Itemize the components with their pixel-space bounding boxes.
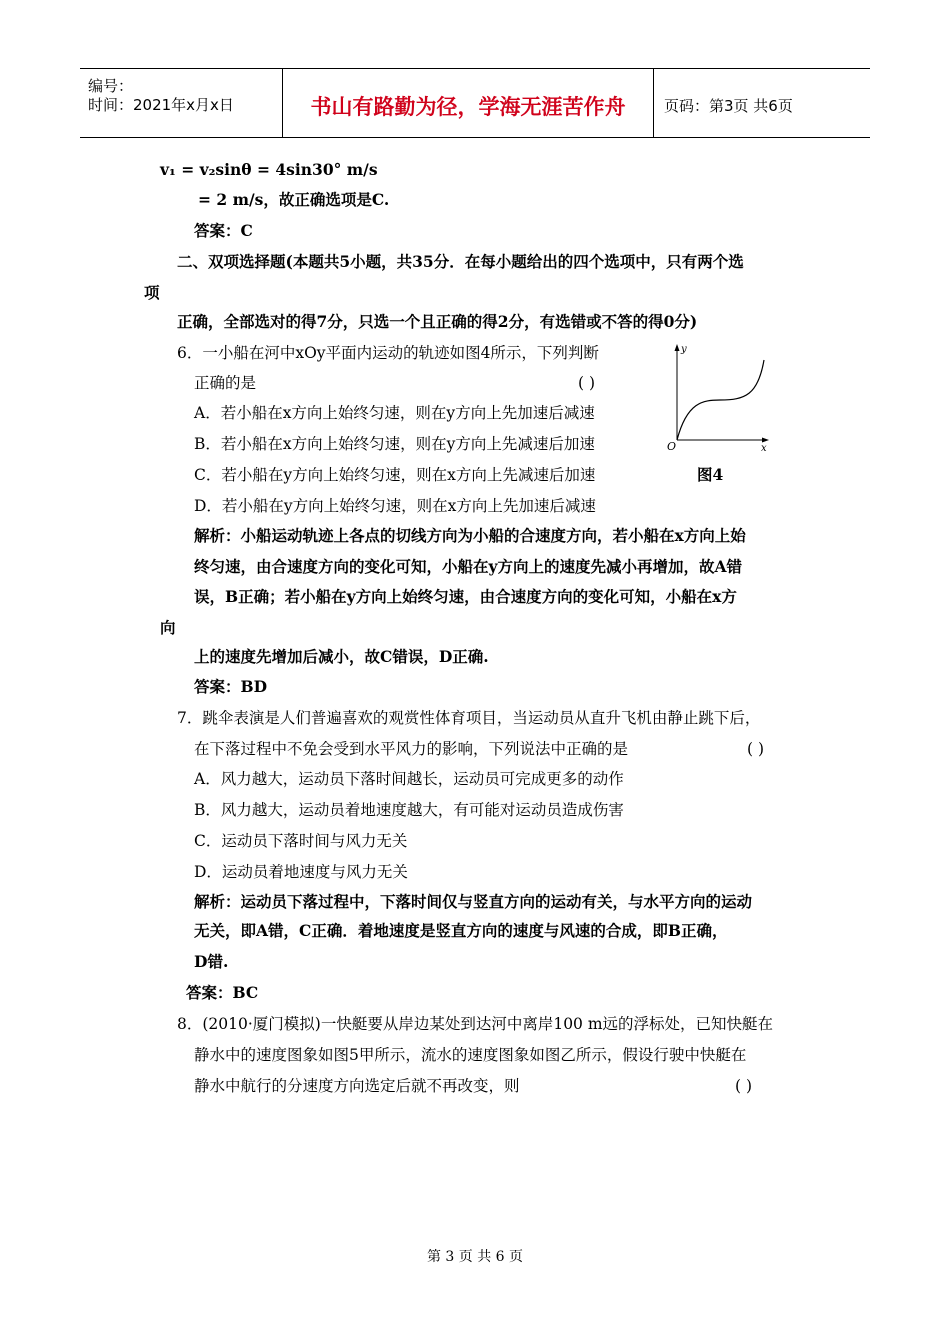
section-title-wrap: 项 [144,283,160,302]
page-footer: 第 3 页 共 6 页 [426,1249,524,1265]
header-motto-cell [283,69,654,137]
x-axis-label: x [761,443,767,454]
q6-explanation-3: 误，B正确；若小船在y方向上始终匀速，由合速度方向的变化可知，小船在x方 [194,587,737,606]
number-label: 编号： [88,77,134,95]
q7-option-d: D．运动员着地速度与风力无关 [194,863,408,881]
section-title: 二、双项选择题(本题共5小题，共35分．在每小题给出的四个选项中，只有两个选 [177,252,744,271]
motto-text: 书山有路勤为径，学海无涯苦作舟 [310,95,626,119]
q7-option-b: B．风力越大，运动员着地速度越大，有可能对运动员造成伤害 [194,801,624,819]
q7-option-c: C．运动员下落时间与风力无关 [194,832,408,850]
y-axis-arrow [675,344,680,351]
figure-4 [665,340,775,455]
page-header [80,68,870,138]
q6-option-b: B．若小船在x方向上始终匀速，则在y方向上先减速后加速 [194,435,595,453]
q6-explanation-4: 上的速度先增加后减小，故C错误，D正确. [194,647,489,666]
question-7-cont: 在下落过程中不免会受到水平风力的影响，下列说法中正确的是 [194,740,629,758]
header-info-cell [80,69,283,137]
question-7-bracket: ( ) [747,740,765,758]
answer-6: 答案：BD [194,677,268,696]
answer-7: 答案：BC [186,983,259,1002]
q7-option-a: A．风力越大，运动员下落时间越长，运动员可完成更多的动作 [194,770,624,788]
date-label: 时间：2021年x月x日 [88,96,234,114]
page-label: 页码：第3页 共6页 [664,97,793,115]
header-page-cell [654,69,870,137]
boat-trajectory-curve [677,360,764,440]
question-6: 6．一小船在河中xOy平面内运动的轨迹如图4所示，下列判断 [177,344,599,362]
q6-option-d: D．若小船在y方向上始终匀速，则在x方向上先加速后减速 [194,497,596,515]
q6-explanation-wrap: 向 [160,618,176,637]
q6-option-c: C．若小船在y方向上始终匀速，则在x方向上先减速后加速 [194,466,596,484]
figure-4-caption: 图4 [697,465,724,484]
x-axis-arrow [762,438,769,443]
question-8: 8．(2010·厦门模拟)一快艇要从岸边某处到达河中离岸100 m远的浮标处，已知快艇在 [177,1015,774,1033]
q7-explanation-2: 无关，即A错，C正确．着地速度是竖直方向的速度与风速的合成，即B正确， [194,921,728,940]
question-8-bracket: ( ) [735,1077,753,1095]
q6-explanation-2: 终匀速，由合速度方向的变化可知，小船在y方向上的速度先减小再增加，故A错 [194,557,743,576]
section-scoring: 正确，全部选对的得7分，只选一个且正确的得2分，有选错或不答的得0分) [177,312,698,331]
answer-5: 答案：C [194,221,253,240]
formula-line-2: = 2 m/s，故正确选项是C. [198,190,390,209]
question-8-cont-2: 静水中航行的分速度方向选定后就不再改变，则 [194,1077,520,1095]
origin-label: O [667,440,677,453]
trajectory-diagram [665,340,775,455]
question-7: 7．跳伞表演是人们普遍喜欢的观赏性体育项目，当运动员从直升飞机由静止跳下后， [177,709,761,727]
formula-line-1: v₁ = v₂sinθ = 4sin30° m/s [160,160,378,179]
y-axis-label: y [681,344,687,355]
q6-explanation-1: 解析：小船运动轨迹上各点的切线方向为小船的合速度方向，若小船在x方向上始 [194,526,746,545]
question-6-cont: 正确的是 [194,374,257,392]
q7-explanation-3: D错. [194,952,229,971]
question-8-cont-1: 静水中的速度图象如图5甲所示，流水的速度图象如图乙所示，假设行驶中快艇在 [194,1046,747,1064]
q6-option-a: A．若小船在x方向上始终匀速，则在y方向上先加速后减速 [194,404,595,422]
question-6-bracket: ( ) [578,374,596,392]
q7-explanation-1: 解析：运动员下落过程中，下落时间仅与竖直方向的运动有关，与水平方向的运动 [194,892,753,911]
